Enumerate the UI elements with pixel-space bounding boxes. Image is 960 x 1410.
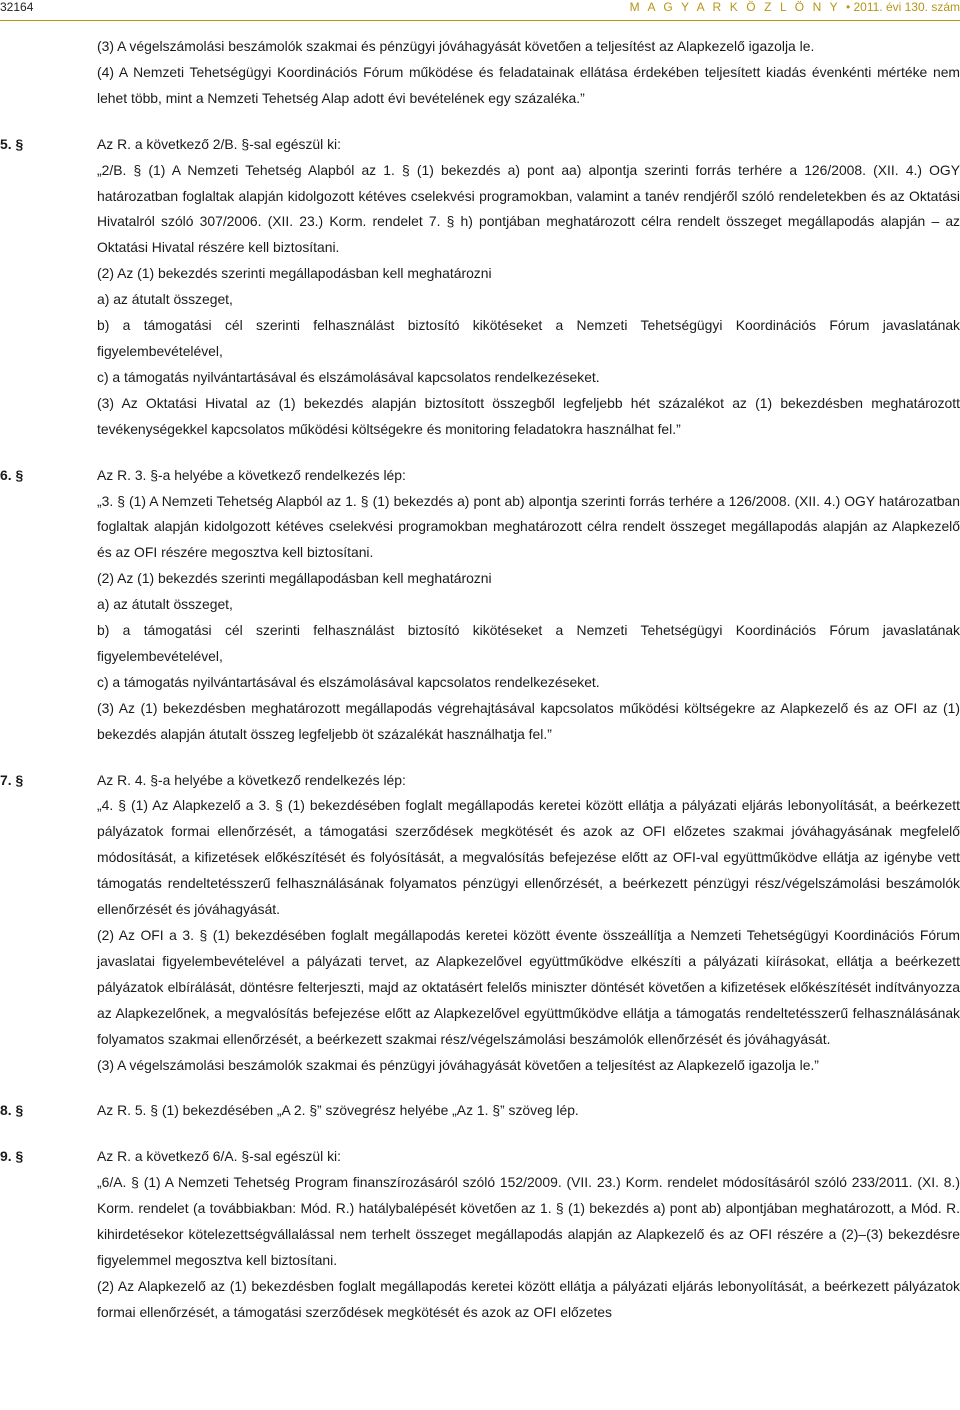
paragraph: b) a támogatási cél szerinti felhasználást biztosító kikötéseket a Nemzeti Tehetségügyi Koordinációs Fórum javaslatának figyelembevételével, [97, 317, 960, 359]
section-number: 9. § [0, 1148, 24, 1165]
paragraph: „4. § (1) Az Alapkezelő a 3. § (1) bekezdésében foglalt megállapodás keretei között ellátja a pályázati eljárás lebonyolítását, a beérkezett pályázatok formai ellenőrzését, a támogatási szerződések megkötését és azok az OFI előzetes szakmai jóváhagyásának megfelelő módosítását, a kifizetések előkészítését és folyósítását, a megvalósítás befejezése előtt az OFI-val együttműködve ellátja az igénybe vett támogatás rendeltetésszerű felhasználásának folyamatos pénzügyi ellenőrzését, a beérkezett pénzügyi rész/végelszámolási beszámolók ellenőrzését és jóváhagyását. [97, 797, 960, 918]
section-lead: Az R. 3. §-a helyébe a következő rendelkezés lép: [97, 466, 406, 483]
section-body [97, 1144, 960, 1325]
journal-name: M A G Y A R K Ö Z L Ö N Y [629, 0, 841, 14]
paragraph: (4) A Nemzeti Tehetségügyi Koordinációs Fórum működése és feladatainak ellátása érdekében teljesített kiadás évenkénti mértéke nem lehet több, mint a Nemzeti Tehetség Alap adott évi bevételének egy százaléka.” [97, 63, 960, 106]
section-number: 5. § [0, 135, 24, 152]
section-6 [0, 463, 960, 748]
issue-label: • 2011. évi 130. szám [845, 0, 960, 14]
paragraph: a) az átutalt összeget, [97, 596, 233, 613]
paragraph: c) a támogatás nyilvántartásával és elszámolásával kapcsolatos rendelkezéseket. [97, 673, 600, 690]
paragraph: (3) Az Oktatási Hivatal az (1) bekezdés alapján biztosított összegből legfeljebb hét százalékot az (1) bekezdésben meghatározott tevékenységekkel kapcsolatos működési költségekre és monitoring feladatokra használhat fel.” [97, 394, 960, 437]
section-body [97, 768, 960, 1079]
journal-title [630, 0, 960, 14]
section-7 [0, 768, 960, 1079]
paragraph: „2/B. § (1) A Nemzeti Tehetség Alapból az 1. § (1) bekezdés a) pont aa) alpontja szerinti forrás terhére a 126/2008. (XII. 4.) OGY határozatban foglaltak alapján kidolgozott kétéves cselekvési programokban, valamint a tanév rendjéről szóló rendeletekben és az Oktatási Hivatalról szóló 307/2006. (XII. 23.) Korm. rendelet 7. § h) pontjában meghatározott célra rendelt összeget megállapodás alapján – az Oktatási Hivatal részére kell biztosítani. [97, 161, 960, 256]
paragraph: (2) Az (1) bekezdés szerinti megállapodásban kell meghatározni [97, 570, 492, 587]
paragraph: a) az átutalt összeget, [97, 291, 233, 308]
section-8 [0, 1098, 960, 1124]
section-number: 7. § [0, 771, 24, 788]
section-body [97, 132, 960, 443]
section-body [97, 1098, 960, 1124]
paragraph: (3) A végelszámolási beszámolók szakmai és pénzügyi jóváhagyását követően a teljesítést az Alapkezelő igazolja le.” [97, 1056, 819, 1073]
paragraph: (2) Az OFI a 3. § (1) bekezdésében foglalt megállapodás keretei között évente összeállítja a Nemzeti Tehetségügyi Koordinációs Fórum javaslatai figyelembevételével a pályázati tervet, az Alapkezelővel együttműködve elkészíti a pályázati kiírásokat, ellátja a beérkezett pályázatok elbírálását, döntésre felterjeszti, majd az oktatásért felelős miniszter döntését követően a kifizetések előkészítését indítványozza az Alapkezelőnek, a megvalósítás befejezése előtt az Alapkezelővel együttműködve ellátja a támogatás rendeltetésszerű felhasználásának folyamatos szakmai ellenőrzését, a beérkezett szakmai rész/végelszámolási beszámolók ellenőrzését és jóváhagyását. [97, 927, 960, 1047]
section-body [97, 463, 960, 748]
paragraph: (2) Az (1) bekezdés szerinti megállapodásban kell meghatározni [97, 265, 492, 282]
page-number: 32164 [0, 0, 34, 14]
header-rule [0, 20, 960, 21]
intro-block [97, 34, 960, 112]
page-header [0, 0, 960, 22]
paragraph: b) a támogatási cél szerinti felhasználást biztosító kikötéseket a Nemzeti Tehetségügyi Koordinációs Fórum javaslatának figyelembevételével, [97, 622, 960, 664]
section-lead: Az R. a következő 2/B. §-sal egészül ki: [97, 135, 341, 152]
document-body [0, 34, 960, 1326]
paragraph: c) a támogatás nyilvántartásával és elszámolásával kapcsolatos rendelkezéseket. [97, 368, 600, 385]
paragraph: (2) Az Alapkezelő az (1) bekezdésben foglalt megállapodás keretei között ellátja a pályázati eljárás lebonyolítását, a beérkezett pályázatok formai ellenőrzését, a támogatási szerződések megkötését és azok az OFI előzetes [97, 1277, 960, 1320]
section-number: 6. § [0, 466, 24, 483]
paragraph: (3) Az (1) bekezdésben meghatározott megállapodás végrehajtásával kapcsolatos működési költségekre az Alapkezelő és az OFI az (1) bekezdés alapján átutalt összeg legfeljebb öt százalékát használhatja fel.” [97, 699, 960, 742]
section-5 [0, 132, 960, 443]
section-lead: Az R. a következő 6/A. §-sal egészül ki: [97, 1148, 341, 1165]
section-lead: Az R. 4. §-a helyébe a következő rendelkezés lép: [97, 771, 406, 788]
section-9 [0, 1144, 960, 1325]
section-lead: Az R. 5. § (1) bekezdésében „A 2. §” szövegrész helyébe „Az 1. §” szöveg lép. [97, 1102, 579, 1119]
paragraph: „6/A. § (1) A Nemzeti Tehetség Program finanszírozásáról szóló 152/2009. (VII. 23.) Korm. rendelet módosításáról szóló 233/2011. (XI. 8.) Korm. rendelet (a továbbiakban: Mód. R.) hatálybalépését követően az 1. § (1) bekezdés a) pont ab) alpontjában meghatározott, a Mód. R. kihirdetésekor kötelezettségvállalással nem terhelt összeget megállapodás alapján az Alapkezelő és az OFI részére a (2)–(3) bekezdésre figyelemmel megosztva kell biztosítani. [97, 1174, 960, 1268]
paragraph: „3. § (1) A Nemzeti Tehetség Alapból az 1. § (1) bekezdés a) pont ab) alpontja szerinti forrás terhére a 126/2008. (XII. 4.) OGY határozatban foglaltak alapján kidolgozott kétéves cselekvési programokban meghatározott célra rendelt összeget megállapodás alapján az Alapkezelő és az OFI részére megosztva kell biztosítani. [97, 492, 960, 561]
section-number: 8. § [0, 1102, 24, 1119]
paragraph: (3) A végelszámolási beszámolók szakmai és pénzügyi jóváhagyását követően a teljesítést az Alapkezelő igazolja le. [97, 38, 815, 54]
